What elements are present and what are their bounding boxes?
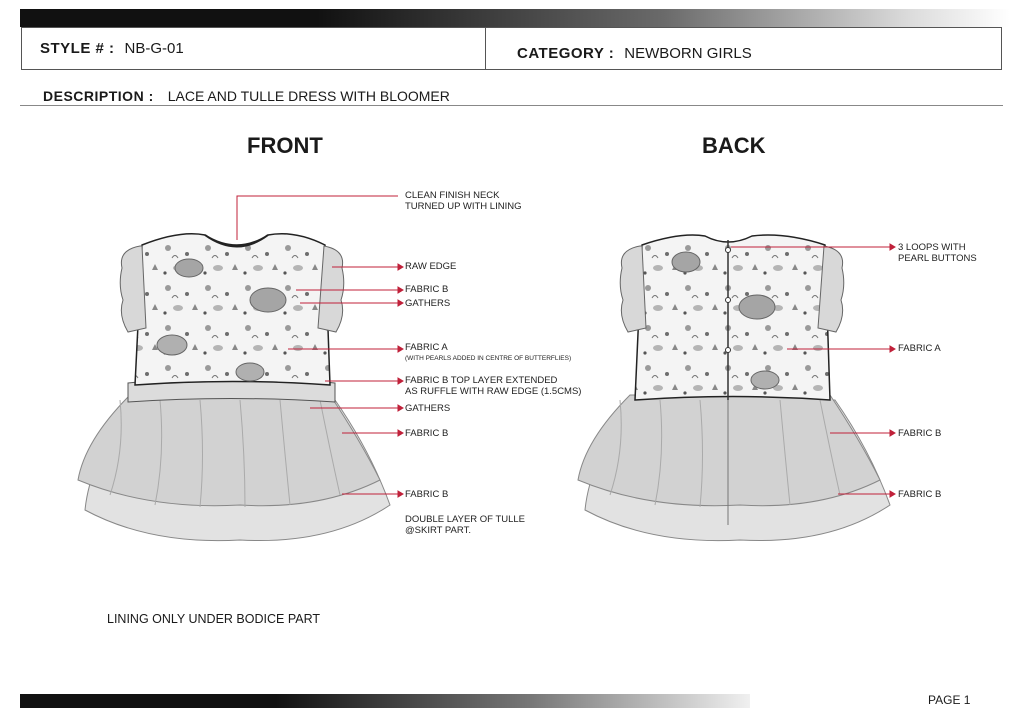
butterfly-icon — [250, 288, 286, 312]
arrow-icon — [890, 244, 895, 250]
description-label: DESCRIPTION : — [43, 88, 154, 104]
butterfly-icon — [157, 335, 187, 355]
arrow-icon — [890, 491, 895, 497]
callout-ruffle — [405, 375, 581, 397]
back-dress-sketch — [578, 235, 890, 541]
pearl-button-icon — [726, 298, 731, 303]
category-label: CATEGORY : — [517, 45, 615, 62]
callout-back-fabric-b-hem: FABRIC B — [898, 489, 942, 500]
front-dress-sketch — [78, 234, 390, 541]
callout-neck-line1: CLEAN FINISH NECK — [405, 190, 500, 201]
callout-fabric-a — [405, 342, 571, 364]
footer-gradient-bar — [20, 694, 750, 708]
arrow-icon — [398, 300, 403, 306]
front-view-title: FRONT — [247, 133, 323, 158]
arrow-icon — [890, 346, 895, 352]
arrow-icon — [398, 405, 403, 411]
arrow-icon — [398, 264, 403, 270]
arrow-icon — [398, 287, 403, 293]
back-bodice — [635, 235, 830, 400]
front-left-sleeve-ruffle — [120, 246, 146, 332]
callout-ruffle-line2: AS RUFFLE WITH RAW EDGE (1.5CMS) — [405, 386, 582, 397]
butterfly-icon — [672, 252, 700, 272]
back-view-title: BACK — [702, 133, 766, 158]
leader-line — [237, 196, 398, 240]
pearl-button-icon — [726, 248, 731, 253]
butterfly-icon — [236, 363, 264, 381]
arrow-icon — [398, 346, 403, 352]
front-skirt-top-layer — [78, 395, 380, 506]
arrow-icon — [398, 378, 403, 384]
description-value: LACE AND TULLE DRESS WITH BLOOMER — [167, 88, 450, 104]
callout-neck-line2: TURNED UP WITH LINING — [405, 201, 522, 212]
arrow-icon — [890, 430, 895, 436]
front-bodice — [135, 234, 330, 385]
callout-loops — [898, 242, 977, 264]
pearl-button-icon — [726, 348, 731, 353]
callout-neck — [405, 190, 521, 212]
butterfly-icon — [739, 295, 775, 319]
style-label: STYLE # : — [40, 40, 115, 57]
callout-tulle-line2: @SKIRT PART. — [405, 525, 471, 536]
style-value: NB-G-01 — [124, 40, 184, 57]
callout-fabric-a-label: FABRIC A — [405, 342, 448, 353]
callout-fabric-b-hem: FABRIC B — [405, 489, 449, 500]
callout-fabric-a-note: (WITH PEARLS ADDED IN CENTRE OF BUTTERFLIES) — [405, 355, 572, 362]
callout-fabric-b-sleeve: FABRIC B — [405, 284, 449, 295]
callout-gathers-waist: GATHERS — [405, 403, 451, 414]
callout-tulle — [405, 514, 525, 536]
back-left-sleeve-ruffle — [620, 246, 646, 332]
callout-back-fabric-b-skirt: FABRIC B — [898, 428, 942, 439]
callout-raw-edge: RAW EDGE — [405, 261, 457, 272]
arrow-icon — [398, 491, 403, 497]
category-value: NEWBORN GIRLS — [624, 45, 752, 62]
callout-gathers-sleeve: GATHERS — [405, 298, 451, 309]
callout-loops-line1: 3 LOOPS WITH — [898, 242, 966, 253]
lining-note: LINING ONLY UNDER BODICE PART — [107, 612, 321, 626]
callout-back-fabric-a: FABRIC A — [898, 343, 941, 354]
callout-tulle-line1: DOUBLE LAYER OF TULLE — [405, 514, 526, 525]
back-skirt-top-layer — [578, 395, 880, 506]
callout-fabric-b-skirt: FABRIC B — [405, 428, 449, 439]
page-number: PAGE 1 — [928, 693, 971, 707]
callout-loops-line2: PEARL BUTTONS — [898, 253, 977, 264]
butterfly-icon — [175, 259, 203, 277]
arrow-icon — [398, 430, 403, 436]
callout-ruffle-line1: FABRIC B TOP LAYER EXTENDED — [405, 375, 558, 386]
butterfly-icon — [751, 371, 779, 389]
